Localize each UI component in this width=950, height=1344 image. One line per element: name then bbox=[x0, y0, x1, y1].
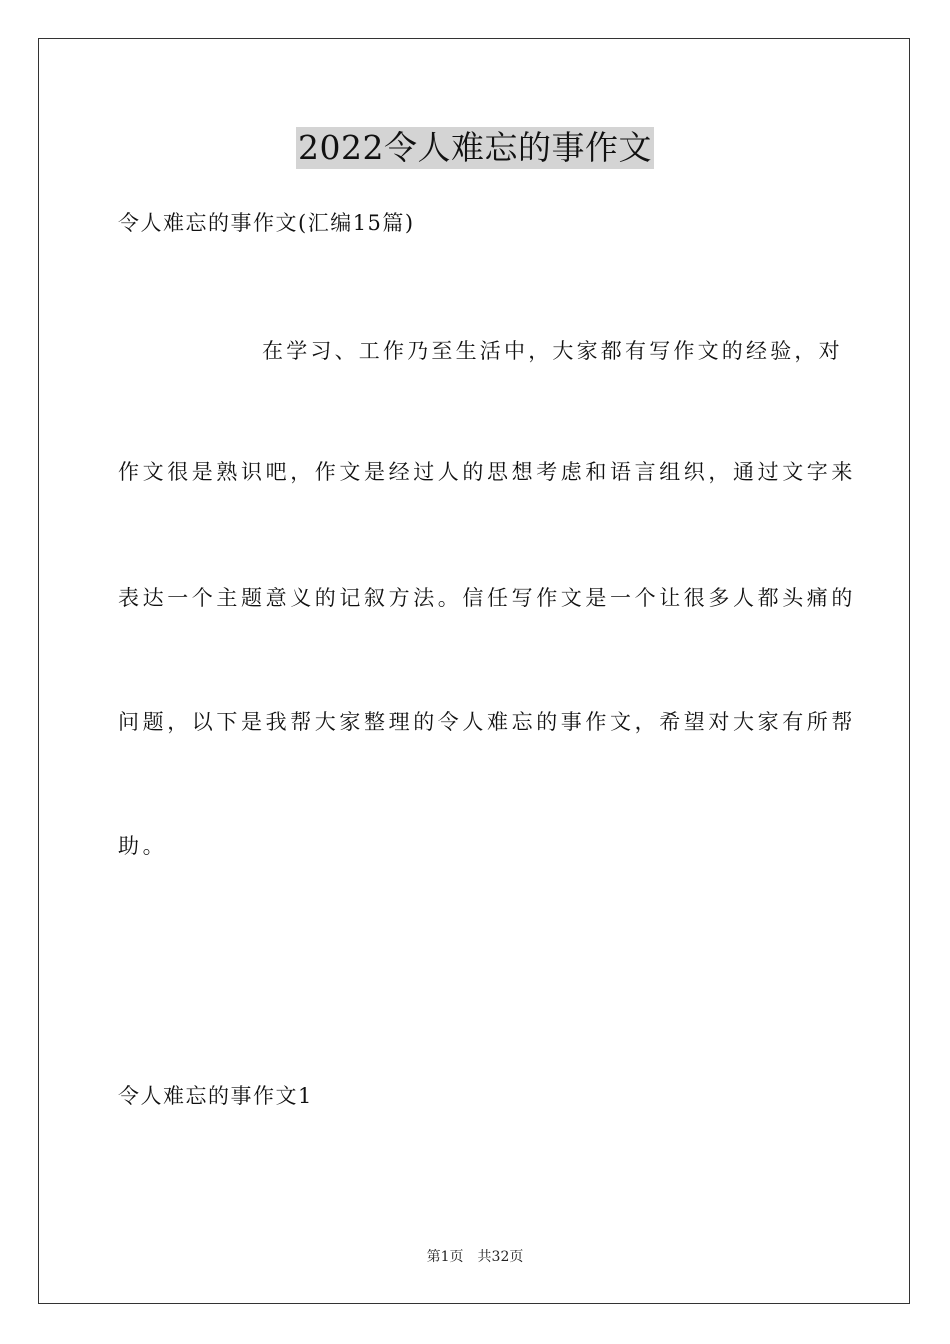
intro-line-2: 作文很是熟识吧，作文是经过人的思想考虑和语言组织，通过文字来 bbox=[118, 460, 856, 484]
title-container bbox=[0, 127, 950, 169]
intro-line-5: 助。 bbox=[118, 834, 168, 858]
section-heading: 令人难忘的事作文1 bbox=[118, 1084, 313, 1108]
intro-line-4: 问题，以下是我帮大家整理的令人难忘的事作文，希望对大家有所帮 bbox=[118, 710, 856, 734]
intro-line-1: 在学习、工作乃至生活中，大家都有写作文的经验，对 bbox=[262, 339, 843, 363]
document-title: 2022令人难忘的事作文 bbox=[298, 128, 652, 167]
document-subtitle: 令人难忘的事作文(汇编15篇) bbox=[118, 211, 415, 235]
page-footer: 第1页 共32页 bbox=[426, 1249, 524, 1265]
intro-line-3: 表达一个主题意义的记叙方法。信任写作文是一个让很多人都头痛的 bbox=[118, 586, 856, 610]
